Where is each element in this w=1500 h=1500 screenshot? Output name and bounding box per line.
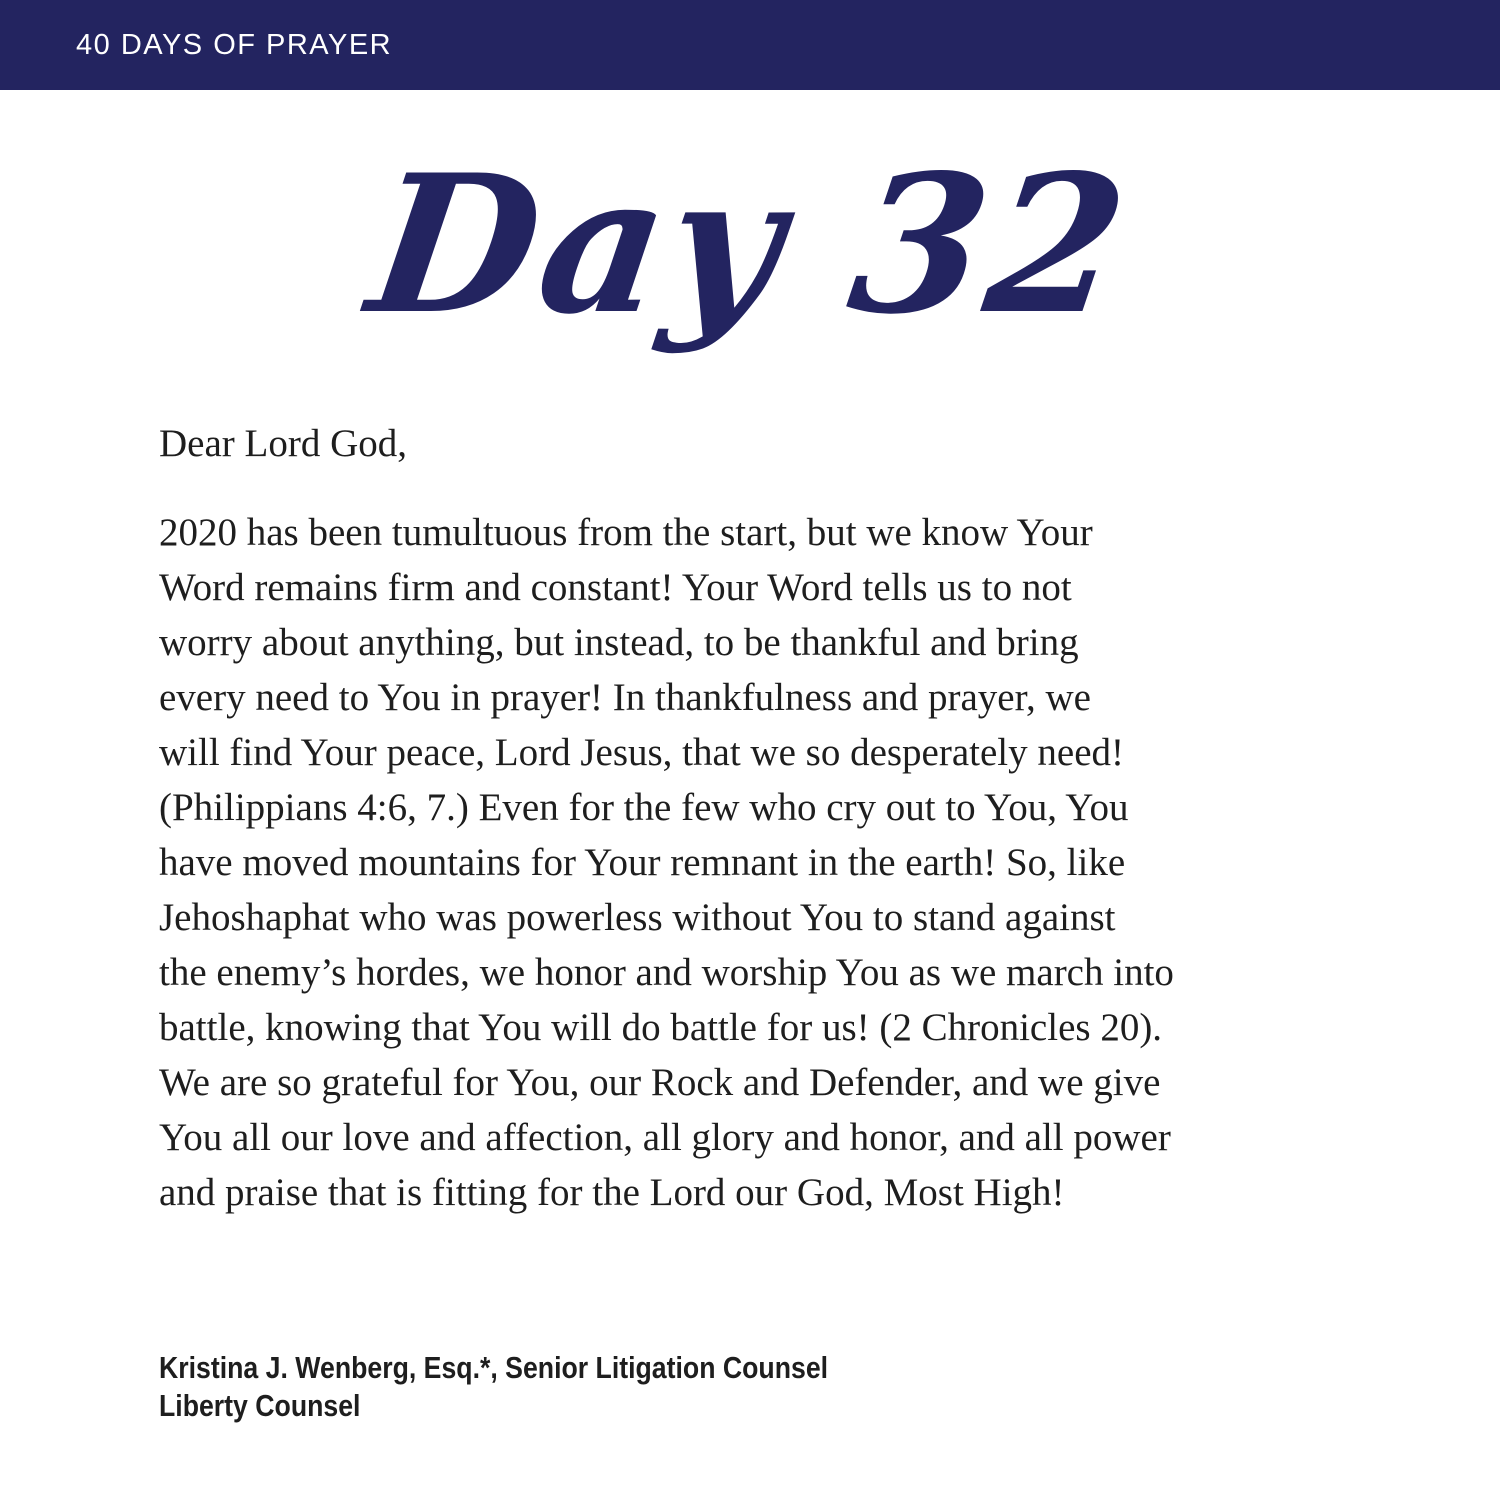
prayer-text bbox=[159, 416, 1359, 1220]
prayer-line: will find Your peace, Lord Jesus, that we so desperately need! bbox=[159, 731, 1125, 774]
header-title: 40 DAYS OF PRAYER bbox=[76, 29, 393, 61]
prayer-line: 2020 has been tumultuous from the start, but we know Your bbox=[159, 511, 1093, 554]
header-bar bbox=[0, 0, 1500, 90]
prayer-line: worry about anything, but instead, to be thankful and bring bbox=[159, 621, 1079, 664]
prayer-salutation: Dear Lord God, bbox=[159, 422, 407, 465]
prayer-line: You all our love and affection, all glory and honor, and all power bbox=[159, 1116, 1171, 1159]
author-organization: Liberty Counsel bbox=[159, 1388, 361, 1423]
author-signature bbox=[159, 1349, 828, 1425]
prayer-line: and praise that is fitting for the Lord our God, Most High! bbox=[159, 1171, 1065, 1214]
prayer-line: Word remains firm and constant! Your Word tells us to not bbox=[159, 566, 1072, 609]
prayer-line: the enemy’s hordes, we honor and worship You as we march into bbox=[159, 951, 1174, 994]
prayer-line: (Philippians 4:6, 7.) Even for the few who cry out to You, You bbox=[159, 786, 1129, 829]
prayer-line: have moved mountains for Your remnant in the earth! So, like bbox=[159, 841, 1126, 884]
prayer-line: every need to You in prayer! In thankfulness and prayer, we bbox=[159, 676, 1091, 719]
prayer-body bbox=[159, 505, 1359, 1220]
prayer-line: Jehoshaphat who was powerless without You to stand against bbox=[159, 896, 1116, 939]
prayer-line: battle, knowing that You will do battle for us! (2 Chronicles 20). bbox=[159, 1006, 1163, 1049]
prayer-line: We are so grateful for You, our Rock and Defender, and we give bbox=[159, 1061, 1161, 1104]
author-name: Kristina J. Wenberg, Esq.*, Senior Litigation Counsel bbox=[159, 1350, 829, 1385]
day-heading: Day 32 bbox=[357, 133, 1143, 356]
